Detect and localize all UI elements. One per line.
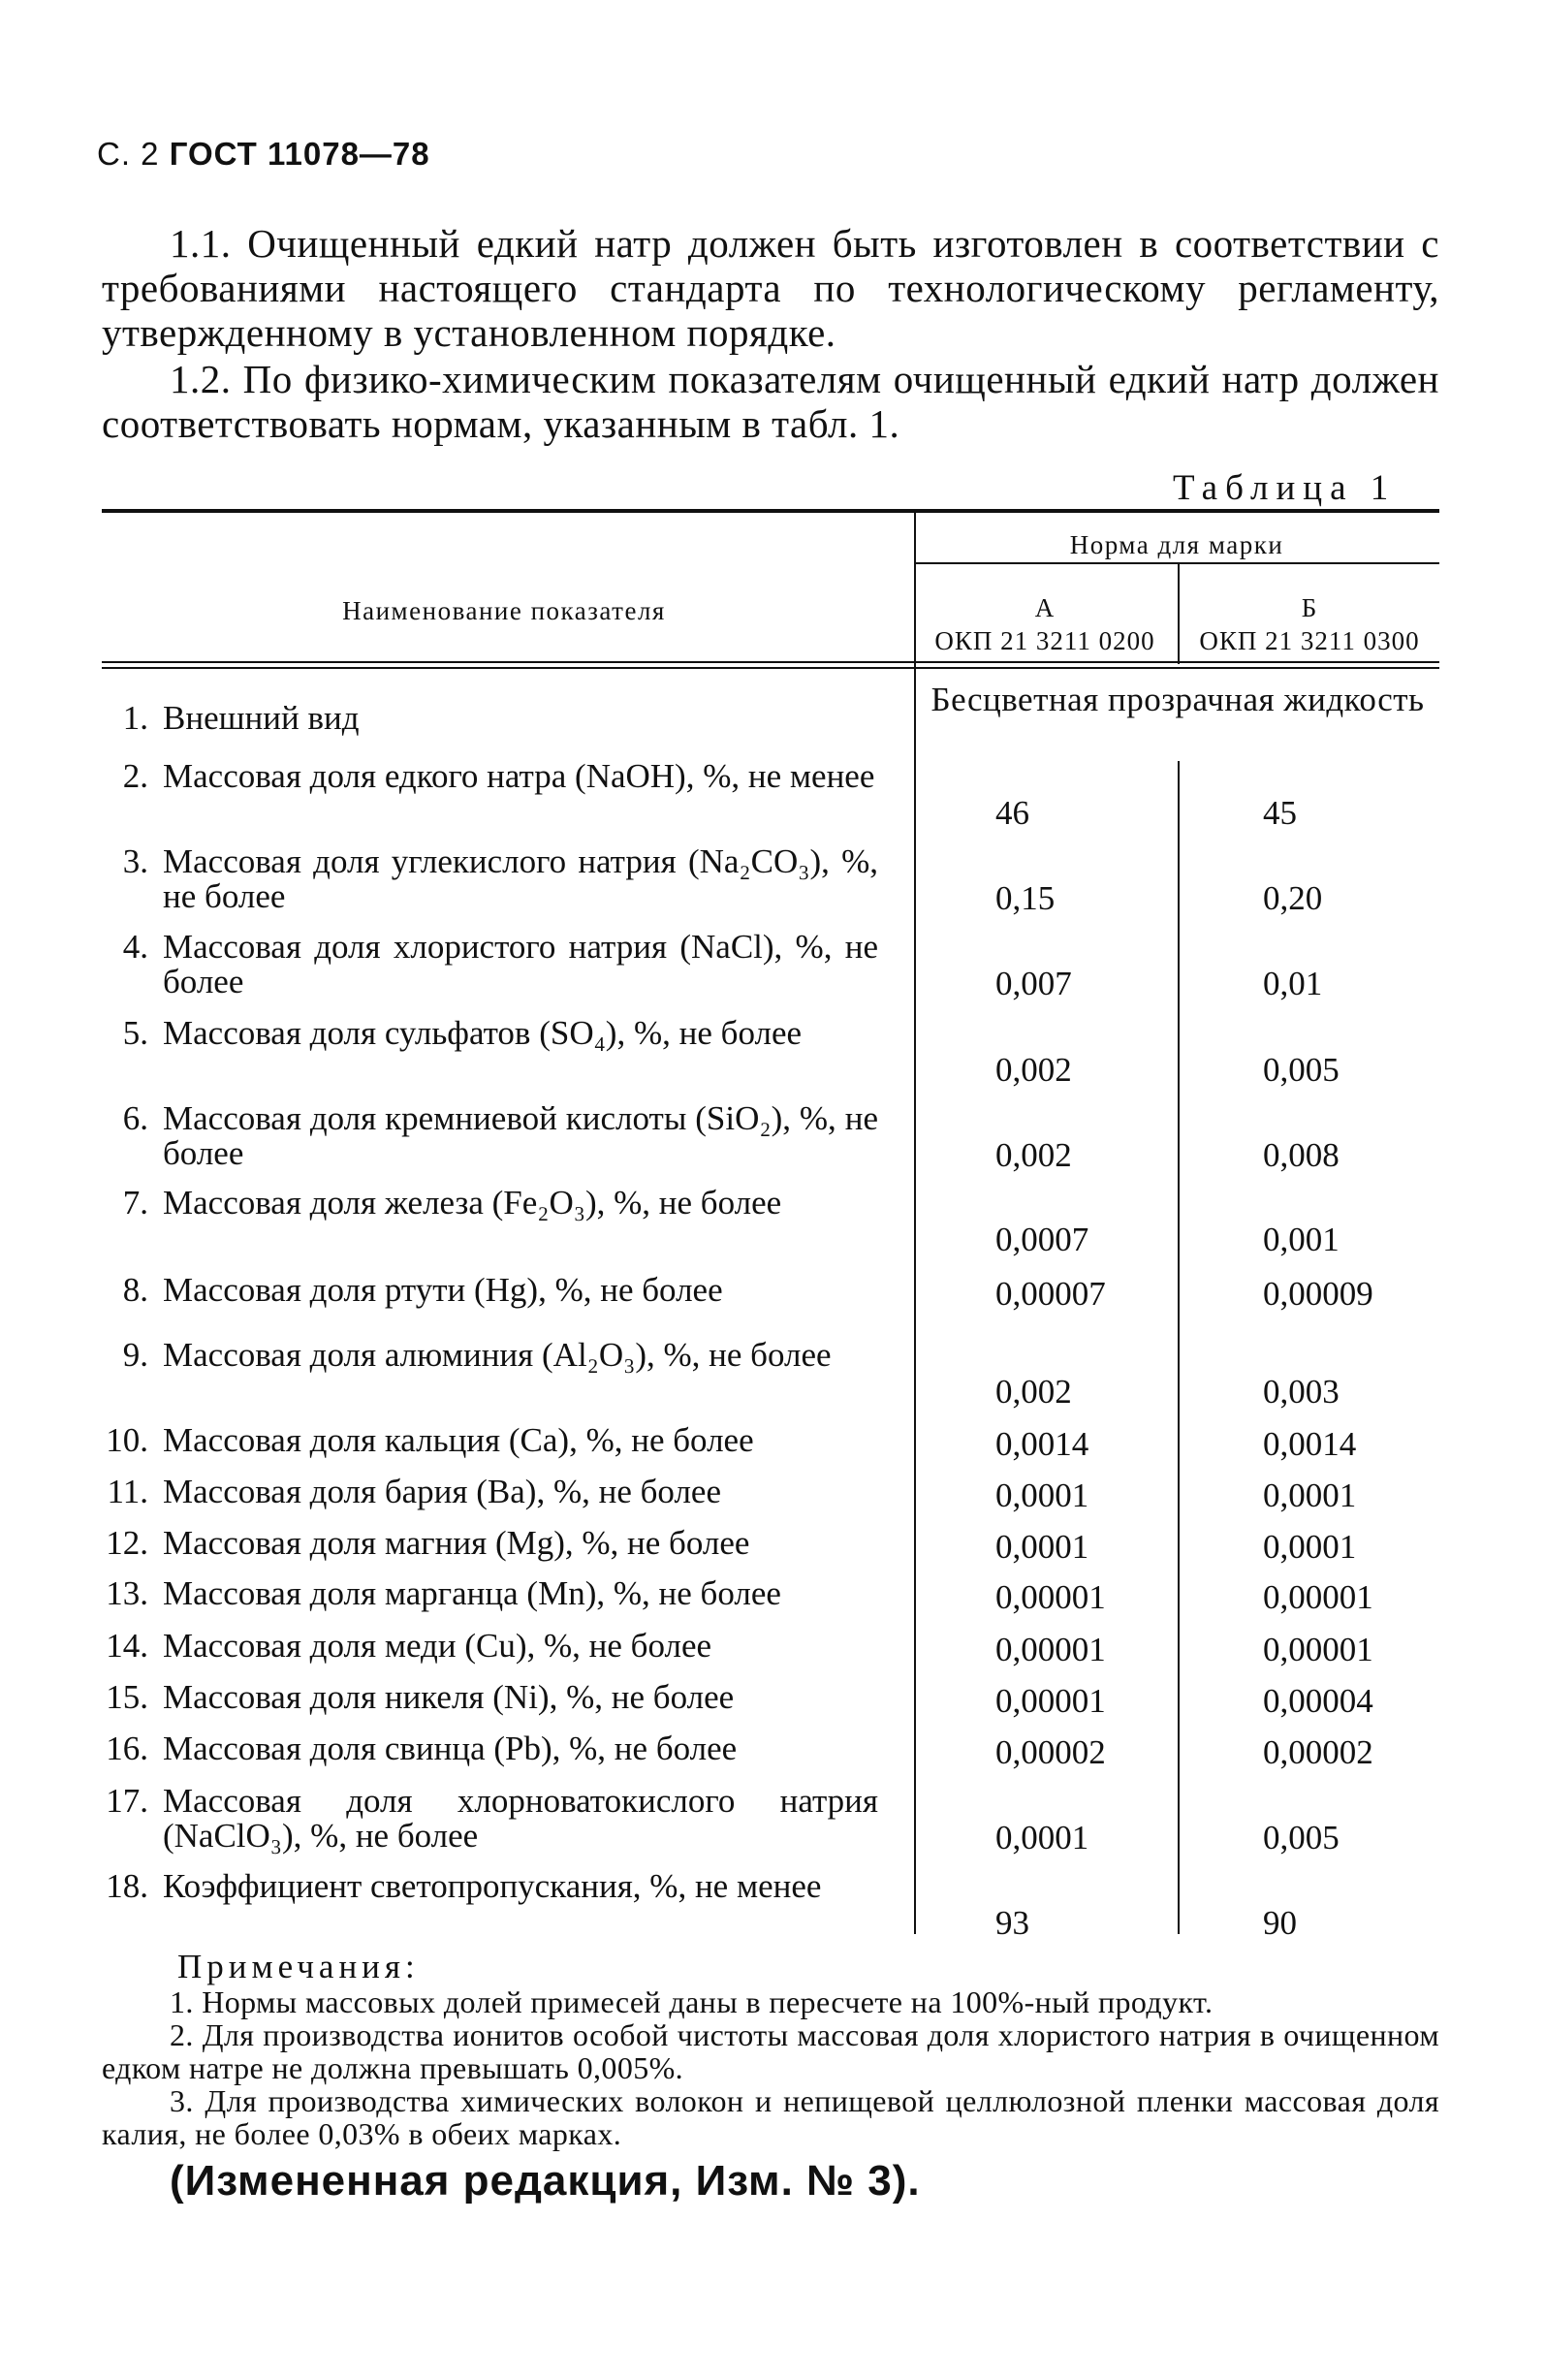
row-indicator-name: Массовая доля железа (Fe₂O₃), %, не более <box>163 1184 782 1222</box>
value-grade-b: 0,0001 <box>1263 1528 1357 1566</box>
notes-title: Примечания: <box>177 1948 420 1985</box>
value-grade-b: 0,008 <box>1263 1136 1340 1174</box>
value-grade-a: 0,0001 <box>995 1819 1089 1856</box>
value-grade-a: 0,0014 <box>995 1425 1089 1463</box>
row-number: 5. <box>122 1014 148 1052</box>
row-number: 7. <box>122 1184 148 1222</box>
value-grade-b: 0,00009 <box>1263 1275 1373 1313</box>
value-grade-a: 0,007 <box>995 965 1072 1002</box>
paragraph-1-1: 1.1. Очищенный едкий натр должен быть изготовлен в соответствии с требованиями настоящего стандарта по технологическому регламенту, утвержденному в установленном порядке. <box>102 221 1439 355</box>
header-norm: Норма для марки <box>1069 530 1284 559</box>
row-number: 1. <box>122 699 148 737</box>
value-grade-b: 0,0014 <box>1263 1425 1357 1463</box>
value-grade-b: 0,001 <box>1263 1221 1340 1258</box>
row-number: 15. <box>106 1678 148 1716</box>
row-number: 10. <box>106 1421 148 1459</box>
row-indicator-name: Массовая доля ртути (Hg), %, не более <box>163 1271 723 1309</box>
row-number: 9. <box>122 1336 148 1374</box>
value-grade-b: 0,00002 <box>1263 1733 1373 1771</box>
row-indicator-name: Массовая доля кальция (Ca), %, не более <box>163 1421 754 1459</box>
value-grade-b: 0,005 <box>1263 1051 1340 1089</box>
value-grade-b: 0,20 <box>1263 879 1323 917</box>
table-row <box>102 1784 1439 1856</box>
page-number: С. 2 <box>97 136 160 172</box>
value-grade-a: 0,15 <box>995 879 1056 917</box>
row-indicator-name: Массовая доля бария (Ba), %, не более <box>163 1473 721 1510</box>
row-indicator-name: Массовая доля кремниевой кислоты (SiO₂), %, не более <box>163 1099 878 1172</box>
header-indicator-name: Наименование показателя <box>342 596 666 625</box>
paragraph-1-2: 1.2. По физико-химическим показателям очищенный едкий натр должен соответствовать нормам, указанным в табл. 1. <box>102 357 1439 446</box>
row-number: 12. <box>106 1524 148 1562</box>
row-indicator-name: Массовая доля едкого натра (NaOH), %, не менее <box>163 757 875 795</box>
value-grade-b: 0,003 <box>1263 1373 1340 1411</box>
value-grade-a: 0,0001 <box>995 1476 1089 1514</box>
row-number: 3. <box>122 842 148 880</box>
value-grade-b: 0,005 <box>1263 1819 1340 1856</box>
row-indicator-name: Массовая доля магния (Mg), %, не более <box>163 1524 750 1562</box>
value-grade-b: 0,01 <box>1263 965 1323 1002</box>
row-indicator-name: Внешний вид <box>163 699 360 737</box>
note-item: 1. Нормы массовых долей примесей даны в пересчете на 100%-ный продукт. <box>170 1984 1214 2019</box>
value-grade-b: 45 <box>1263 794 1297 832</box>
table-row <box>102 1475 1439 1513</box>
row-indicator-name: Массовая доля свинца (Pb), %, не более <box>163 1729 738 1767</box>
table-row <box>102 844 1439 916</box>
value-grade-b: 0,00004 <box>1263 1682 1373 1720</box>
row-number: 11. <box>107 1473 148 1510</box>
value-grade-b: 0,00001 <box>1263 1631 1373 1668</box>
row-indicator-name: Массовая доля углекислого натрия (Na₂CO₃), %, не более <box>163 842 878 915</box>
note-item: 3. Для производства химических волокон и непищевой целлюлозной пленки массовая доля калия, не более 0,03% в обеих марках. <box>102 2083 1439 2151</box>
row-number: 13. <box>106 1574 148 1612</box>
row-number: 14. <box>106 1627 148 1665</box>
table-row <box>102 1273 1439 1312</box>
row-number: 8. <box>122 1271 148 1309</box>
table-row <box>102 1101 1439 1173</box>
value-grade-a: 0,00001 <box>995 1578 1106 1616</box>
row-number: 17. <box>106 1782 148 1820</box>
row-number: 18. <box>106 1867 148 1905</box>
value-grade-a: 0,002 <box>995 1136 1072 1174</box>
value-grade-a: 46 <box>995 794 1029 832</box>
value-grade-a: 0,00007 <box>995 1275 1106 1313</box>
row-indicator-name: Массовая доля меди (Cu), %, не более <box>163 1627 712 1665</box>
header-grade-a <box>914 591 1176 657</box>
table-row <box>102 1731 1439 1770</box>
value-grade-a: 0,00001 <box>995 1682 1106 1720</box>
row-number: 4. <box>122 928 148 966</box>
row-indicator-name: Массовая доля сульфатов (SO₄), %, не более <box>163 1014 803 1052</box>
table-row <box>102 1629 1439 1667</box>
table-top-rule <box>102 509 1439 513</box>
table-row <box>102 1338 1439 1410</box>
row-number: 6. <box>122 1099 148 1137</box>
row-indicator-name: Массовая доля хлористого натрия (NaCl), %, не более <box>163 928 878 1000</box>
table-row <box>102 1576 1439 1615</box>
grade-a-code: ОКП 21 3211 0200 <box>934 626 1155 655</box>
value-grade-a: 0,0001 <box>995 1528 1089 1566</box>
value-grade-a: 0,002 <box>995 1051 1072 1089</box>
table-row <box>102 759 1439 831</box>
grade-a-label: А <box>1034 593 1056 622</box>
notes <box>102 1949 1439 2150</box>
value-grade-a: 0,00001 <box>995 1631 1106 1668</box>
header-grade-b <box>1180 591 1439 657</box>
row-indicator-name: Массовая доля марганца (Mn), %, не более <box>163 1574 781 1612</box>
value-grade-b: 0,0001 <box>1263 1476 1357 1514</box>
table-row <box>102 930 1439 1001</box>
value-grade-b: 90 <box>1263 1904 1297 1942</box>
row-number: 2. <box>122 757 148 795</box>
table-row <box>102 1869 1439 1941</box>
grade-b-code: ОКП 21 3211 0300 <box>1199 626 1420 655</box>
standard-number: ГОСТ 11078—78 <box>169 136 430 172</box>
header-bottom-rule <box>102 661 1439 663</box>
grade-b-label: Б <box>1301 593 1318 622</box>
row-number: 16. <box>106 1729 148 1767</box>
value-grade-a: 0,00002 <box>995 1733 1106 1771</box>
row-indicator-name: Массовая доля никеля (Ni), %, не более <box>163 1678 735 1716</box>
table-caption: Таблица 1 <box>1173 468 1397 508</box>
row-indicator-name: Коэффициент светопропускания, %, не менее <box>163 1867 822 1905</box>
appearance-value: Бесцветная прозрачная жидкость <box>930 681 1425 718</box>
table-row <box>102 1016 1439 1088</box>
table-row <box>102 1680 1439 1719</box>
value-grade-b: 0,00001 <box>1263 1578 1373 1616</box>
table-row <box>102 1526 1439 1565</box>
row-indicator-name: Массовая доля алюминия (Al₂O₃), %, не более <box>163 1336 832 1374</box>
row-indicator-name: Массовая доля хлорноватокислого натрия (NaClO₃), %, не более <box>163 1782 878 1855</box>
table-row <box>102 1186 1439 1257</box>
page-header <box>97 136 430 173</box>
note-item: 2. Для производства ионитов особой чистоты массовая доля хлористого натрия в очищенном едком натре не должна превышать 0,005%. <box>102 2017 1439 2085</box>
value-grade-a: 0,002 <box>995 1373 1072 1411</box>
header-bottom-rule-2 <box>102 667 1439 669</box>
norms-table <box>102 509 1439 1942</box>
table-row <box>102 1423 1439 1462</box>
value-grade-a: 93 <box>995 1904 1029 1942</box>
amendment-note: (Измененная редакция, Изм. № 3). <box>170 2157 921 2205</box>
table-row <box>102 701 1439 740</box>
value-grade-a: 0,0007 <box>995 1221 1089 1258</box>
